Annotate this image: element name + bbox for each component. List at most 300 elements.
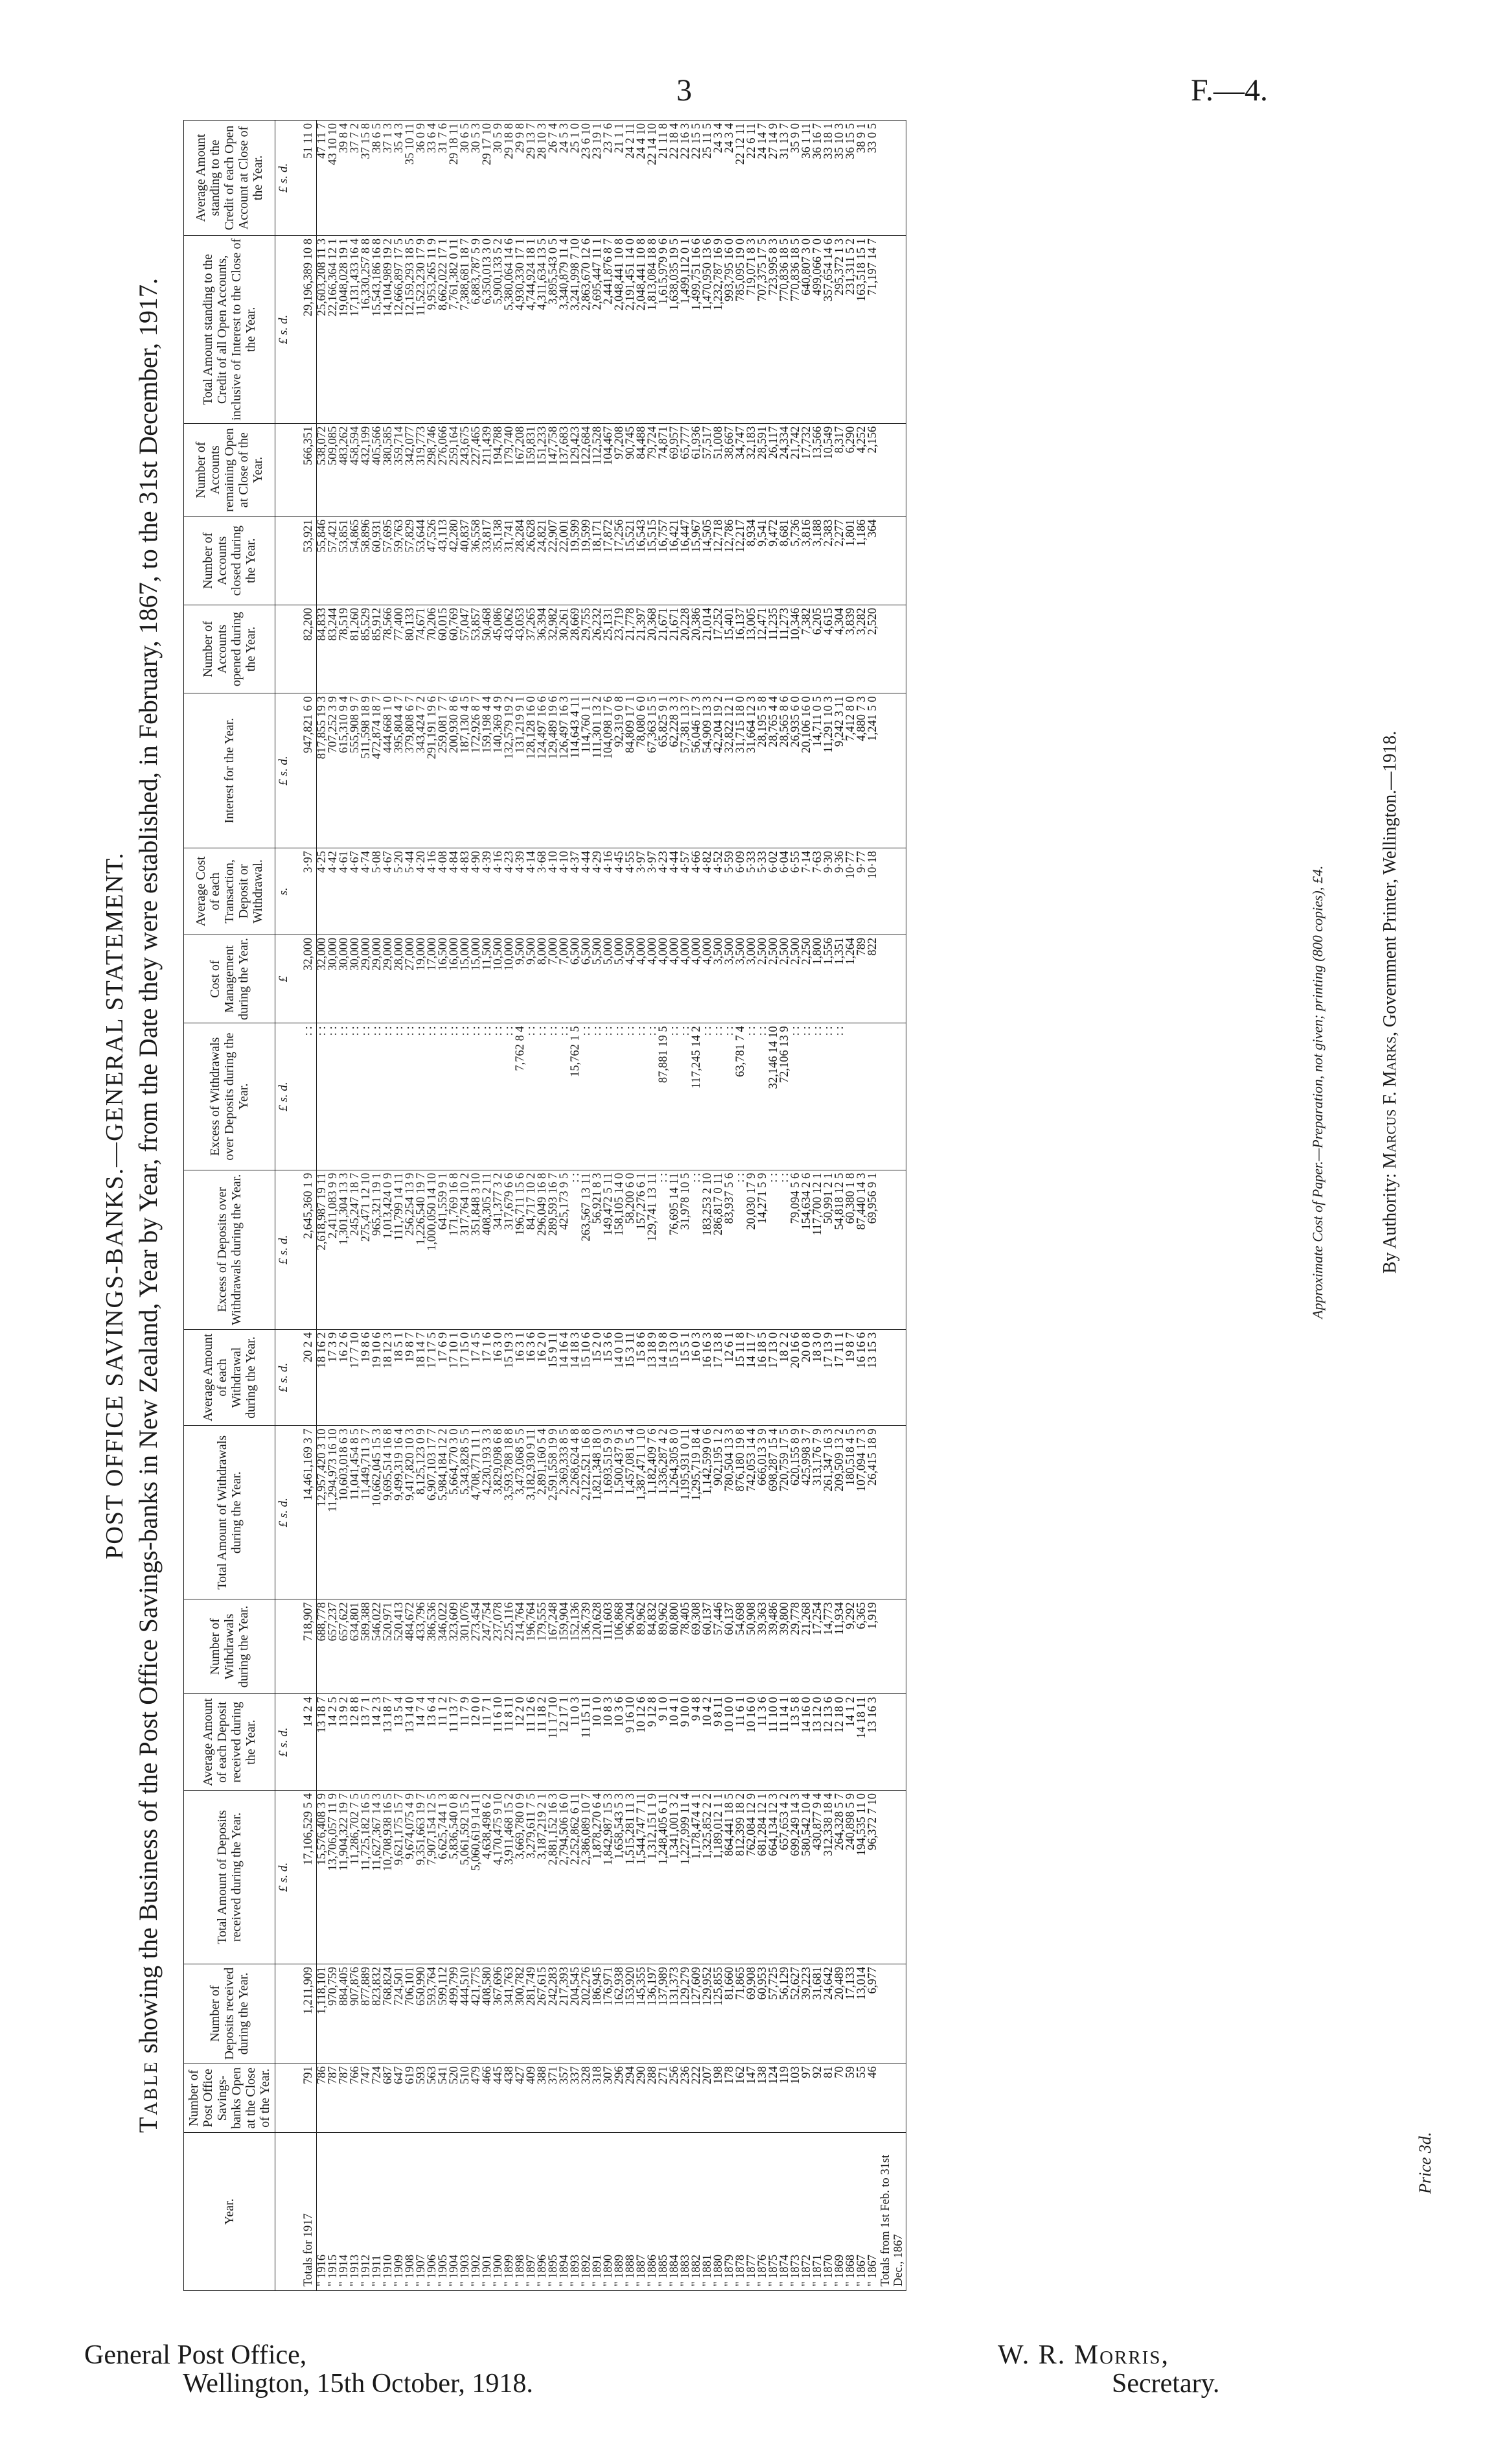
year-cell: " 1896 — [537, 2133, 548, 2291]
data-cell: 39,223 — [801, 1964, 812, 2063]
data-cell: 1,295,719 18 4 — [691, 1426, 702, 1599]
data-cell: : : — [383, 1023, 394, 1170]
data-cell: 17,256 — [614, 517, 625, 605]
year-cell: " 1890 — [603, 2133, 614, 2291]
data-cell: 13 18 7 — [383, 1694, 394, 1791]
data-cell: 9,417,820 10 3 — [405, 1426, 416, 1599]
data-cell: 593,764 — [427, 1964, 438, 2063]
data-cell: 4,708,771 11 1 — [471, 1426, 482, 1599]
data-cell: 30 5 3 — [471, 121, 482, 236]
data-cell: 4,000 — [669, 935, 680, 1023]
year-cell: Totals from 1st Feb. to 31st Dec., 1867 — [879, 2133, 906, 2291]
data-cell: 18,171 — [592, 517, 603, 605]
data-cell: 78,405 — [680, 1599, 691, 1694]
data-cell: 666,013 3 9 — [757, 1426, 768, 1599]
data-cell: 2,268,624 4 8 — [570, 1426, 581, 1599]
data-cell: : : — [449, 1023, 460, 1170]
data-cell: 7·63 — [812, 848, 823, 935]
data-cell: 10 16 0 — [746, 1694, 757, 1791]
data-cell: 7,412 8 0 — [846, 693, 857, 848]
data-cell: 4·55 — [625, 848, 636, 935]
unit-cell: £ s. d. — [275, 235, 292, 423]
data-cell: 5,343,828 5 5 — [460, 1426, 471, 1599]
data-cell: 32,822 12 1 — [724, 693, 735, 848]
unit-cell: s. — [275, 848, 292, 935]
data-cell: 657,237 — [328, 1599, 339, 1694]
data-cell: 24 5 3 — [559, 121, 570, 236]
data-cell: 566,351 — [291, 423, 317, 517]
data-cell: 520 — [449, 2063, 460, 2133]
data-cell: 84,488 — [636, 423, 647, 517]
unit-cell: £ s. d. — [275, 693, 292, 848]
data-cell: 256 — [669, 2063, 680, 2133]
data-cell: 17 1 6 — [482, 1329, 493, 1426]
data-cell: 1,312,151 1 9 — [647, 1790, 658, 1964]
data-cell: 787 — [339, 2063, 350, 2133]
data-cell: 1,226,540 19 7 — [416, 1170, 427, 1329]
data-cell: 9·36 — [834, 848, 846, 935]
data-cell: 4·66 — [691, 848, 702, 935]
data-cell: : : — [702, 1023, 713, 1170]
data-cell: 18 16 2 — [317, 1329, 328, 1426]
data-cell: 17 15 0 — [460, 1329, 471, 1426]
data-cell: 70 — [834, 2063, 846, 2133]
data-cell: 13 15 3 — [868, 1329, 879, 1426]
data-cell: 43,053 — [515, 605, 526, 693]
data-cell: 791 — [291, 2063, 317, 2133]
data-cell: 187,130 4 5 — [460, 693, 471, 848]
data-cell: 67,363 15 5 — [647, 693, 658, 848]
data-cell: 877,889 — [361, 1964, 372, 2063]
year-cell: " 1870 — [823, 2133, 834, 2291]
data-cell: 53,857 — [471, 605, 482, 693]
data-cell: 9,292 — [846, 1599, 857, 1694]
data-cell: 87,440 14 3 — [857, 1170, 868, 1329]
data-cell: 69,308 — [691, 1599, 702, 1694]
data-cell: 11 3 6 — [757, 1694, 768, 1791]
data-cell: 5,000 — [614, 935, 625, 1023]
data-cell: 5,836,540 0 8 — [449, 1790, 460, 1964]
data-cell: 16,757 — [658, 517, 669, 605]
data-cell: 1,195,931 0 11 — [680, 1426, 691, 1599]
data-cell: 209,509 13 2 — [834, 1426, 846, 1599]
data-cell: 5,664,770 3 0 — [449, 1426, 460, 1599]
data-cell — [868, 1023, 879, 1170]
data-cell: 72,106 13 9 — [779, 1023, 790, 1170]
data-cell: 39,800 — [779, 1599, 790, 1694]
data-cell: 367,696 — [493, 1964, 504, 2063]
sender-block — [84, 2341, 533, 2398]
data-cell: 787 — [328, 2063, 339, 2133]
data-cell: 444,668 1 0 — [383, 693, 394, 848]
data-cell: 3,669,780 0 9 — [515, 1790, 526, 1964]
data-cell: 69,908 — [746, 1964, 757, 2063]
column-header: Number of Accounts opened during the Year. — [184, 605, 275, 693]
data-cell: 619 — [405, 2063, 416, 2133]
data-cell: 30,000 — [350, 935, 361, 1023]
data-cell: 2,645,360 1 9 — [291, 1170, 317, 1329]
year-cell: " 1880 — [713, 2133, 724, 2291]
data-cell: 87,881 19 5 — [658, 1023, 669, 1170]
data-cell: 1,842,987 15 3 — [603, 1790, 614, 1964]
data-cell: 5·08 — [372, 848, 383, 935]
data-cell: 21,397 — [636, 605, 647, 693]
data-cell: 26 7 4 — [548, 121, 559, 236]
data-cell: 179,740 — [504, 423, 515, 517]
data-cell: 76,695 14 11 — [669, 1170, 680, 1329]
data-cell: 3·68 — [537, 848, 548, 935]
data-cell: 3,241,998 7 10 — [570, 235, 581, 423]
data-cell: 2,891,160 5 4 — [537, 1426, 548, 1599]
data-cell: 10 10 0 — [724, 1694, 735, 1791]
data-cell: 32,146 14 10 — [768, 1023, 779, 1170]
data-cell: 9 12 8 — [647, 1694, 658, 1791]
data-cell: 499,799 — [449, 1964, 460, 2063]
data-cell: : : — [493, 1023, 504, 1170]
data-cell: 271 — [658, 2063, 669, 2133]
data-cell: 290 — [636, 2063, 647, 2133]
data-cell — [879, 2063, 906, 2133]
data-cell: 520,413 — [394, 1599, 405, 1694]
data-cell: 8,317 — [834, 423, 846, 517]
column-header: Average Cost of each Transaction, Deposit or Withdrawal. — [184, 848, 275, 935]
data-cell: 13 5 4 — [394, 1694, 405, 1791]
data-cell: 79,724 — [647, 423, 658, 517]
data-cell: 699,249 14 3 — [790, 1790, 801, 1964]
data-cell: 31,664 12 3 — [746, 693, 757, 848]
unit-cell — [275, 2063, 292, 2133]
data-cell: 438 — [504, 2063, 515, 2133]
data-cell: 240,898 5 9 — [846, 1790, 857, 1964]
data-cell: 11 1 2 — [438, 1694, 449, 1791]
unit-cell: £ — [275, 935, 292, 1023]
data-cell: 171,769 16 8 — [449, 1170, 460, 1329]
data-cell: 5,380,064 14 6 — [504, 235, 515, 423]
data-cell: 300,782 — [515, 1964, 526, 2063]
data-cell: 430,877 9 4 — [812, 1790, 823, 1964]
data-cell: 84,809 17 1 — [625, 693, 636, 848]
year-cell: " 1908 — [405, 2133, 416, 2291]
data-cell: 17,872 — [603, 517, 614, 605]
data-cell: 79,094 5 6 — [790, 1170, 801, 1329]
data-cell: 1,387,471 1 10 — [636, 1426, 647, 1599]
data-cell: 4,000 — [647, 935, 658, 1023]
data-cell: 162 — [735, 2063, 746, 2133]
data-cell: 128,128 16 0 — [526, 693, 537, 848]
data-cell: 25,131 — [603, 605, 614, 693]
data-cell: 200,930 8 6 — [449, 693, 460, 848]
data-cell: 131,373 — [669, 1964, 680, 2063]
data-cell: : : — [680, 1023, 691, 1170]
data-cell: 25 11 5 — [702, 121, 713, 236]
unit-cell — [275, 517, 292, 605]
data-cell: 21,268 — [801, 1599, 812, 1694]
data-cell: 1,919 — [868, 1599, 879, 1694]
data-cell: 780,504 13 3 — [724, 1426, 735, 1599]
data-cell: 17,000 — [427, 935, 438, 1023]
data-cell: 15 9 11 — [548, 1329, 559, 1426]
data-cell: 15 2 0 — [592, 1329, 603, 1426]
data-cell: 2,500 — [790, 935, 801, 1023]
data-cell: 35 4 3 — [394, 121, 405, 236]
data-cell: 6,883,787 5 9 — [471, 235, 482, 423]
data-cell: 3,188 — [812, 517, 823, 605]
data-cell: 359,714 — [394, 423, 405, 517]
data-cell: 114,643 4 11 — [570, 693, 581, 848]
data-cell: 24,334 — [779, 423, 790, 517]
data-cell: 10,662,045 15 3 — [372, 1426, 383, 1599]
data-cell: 6·04 — [779, 848, 790, 935]
data-cell: 60,953 — [757, 1964, 768, 2063]
data-cell: 5·33 — [757, 848, 768, 935]
data-cell: 425,173 9 5 — [559, 1170, 570, 1329]
data-cell: 14,104,989 19 2 — [383, 235, 394, 423]
data-cell: 35 9 0 — [790, 121, 801, 236]
data-cell: 13 6 4 — [427, 1694, 438, 1791]
data-cell: 1,178,474 4 1 — [691, 1790, 702, 1964]
data-cell: 58,896 — [361, 517, 372, 605]
data-cell: : : — [658, 1170, 669, 1329]
data-cell: 14 18 3 — [570, 1329, 581, 1426]
unit-cell — [275, 423, 292, 517]
data-cell: 211,439 — [482, 423, 493, 517]
data-cell: 289,593 16 7 — [548, 1170, 559, 1329]
data-cell: 16 16 3 — [702, 1329, 713, 1426]
data-cell: 719,071 8 3 — [746, 235, 757, 423]
data-cell: 78,080 6 0 — [636, 693, 647, 848]
data-cell: 445 — [493, 2063, 504, 2133]
data-cell: 50,468 — [482, 605, 493, 693]
data-cell: 4·44 — [669, 848, 680, 935]
year-cell: " 1876 — [757, 2133, 768, 2291]
data-cell: 74,871 — [658, 423, 669, 517]
data-cell: 17,133 — [846, 1964, 857, 2063]
data-cell: 17 3 9 — [328, 1329, 339, 1426]
data-cell: 60,380 1 8 — [846, 1170, 857, 1329]
data-cell: 65,825 9 1 — [658, 693, 669, 848]
data-cell: 9,695,514 16 8 — [383, 1426, 394, 1599]
data-cell: 59,763 — [394, 517, 405, 605]
data-cell: 159,904 — [559, 1599, 570, 1694]
data-cell: 1,142,599 0 6 — [702, 1426, 713, 1599]
authority-line — [1380, 731, 1401, 1273]
data-cell: 11 17 10 — [548, 1694, 559, 1791]
data-cell: 24,642 — [823, 1964, 834, 2063]
data-cell: 5,000 — [603, 935, 614, 1023]
data-cell: 1,515,281 11 3 — [625, 1790, 636, 1964]
data-cell: : : — [504, 1023, 515, 1170]
data-cell: 770,836 18 5 — [779, 235, 790, 423]
data-cell: 7,907,154 12 5 — [427, 1790, 438, 1964]
column-header: Average Amount standing to the Credit of each Open Account at Close of the Year. — [184, 121, 275, 236]
data-cell: 24 3 4 — [724, 121, 735, 236]
data-cell: 2,520 — [868, 605, 879, 693]
data-cell: 2,277 — [834, 517, 846, 605]
data-cell: 245,247 18 7 — [350, 1170, 361, 1329]
document-code: F.—4. — [1191, 73, 1268, 108]
data-cell: 2,500 — [768, 935, 779, 1023]
data-cell: 236 — [680, 2063, 691, 2133]
data-cell: 20,368 — [647, 605, 658, 693]
data-cell: 176,971 — [603, 1964, 614, 2063]
year-cell: " 1916 — [317, 2133, 328, 2291]
data-cell: 16,447 — [680, 517, 691, 605]
savings-bank-table — [183, 120, 906, 2291]
data-cell: 4,000 — [636, 935, 647, 1023]
year-cell: " 1871 — [812, 2133, 823, 2291]
data-cell: 36,558 — [471, 517, 482, 605]
data-cell: 11 6 1 — [735, 1694, 746, 1791]
data-cell: 707,252 3 9 — [328, 693, 339, 848]
data-cell: 26,117 — [768, 423, 779, 517]
data-cell: : : — [757, 1023, 768, 1170]
data-cell: 14,271 5 9 — [757, 1170, 768, 1329]
data-cell: 634,801 — [350, 1599, 361, 1694]
data-cell: 2,881,152 16 3 — [548, 1790, 559, 1964]
year-cell: " 1894 — [559, 2133, 570, 2291]
data-cell: 4·29 — [592, 848, 603, 935]
data-cell: 27,000 — [405, 935, 416, 1023]
data-cell: : : — [328, 1023, 339, 1170]
data-cell: 1,186 — [857, 517, 868, 605]
year-cell: " 1887 — [636, 2133, 647, 2291]
data-cell: 4·16 — [427, 848, 438, 935]
data-cell: 707,375 17 5 — [757, 235, 768, 423]
unit-cell — [275, 605, 292, 693]
data-cell: 318 — [592, 2063, 603, 2133]
data-cell: 29 17 10 — [482, 121, 493, 236]
data-cell: 2,411,083 9 9 — [328, 1170, 339, 1329]
data-cell: 237,078 — [493, 1599, 504, 1694]
data-cell: 4·82 — [702, 848, 713, 935]
data-cell: 1,227,999 11 4 — [680, 1790, 691, 1964]
data-cell: 11,235 — [768, 605, 779, 693]
data-cell: 8,000 — [537, 935, 548, 1023]
data-cell: 19,599 — [570, 517, 581, 605]
data-cell: 9 10 0 — [680, 1694, 691, 1791]
data-cell: 36 15 5 — [846, 121, 857, 236]
data-cell: 14 7 4 — [416, 1694, 427, 1791]
data-cell: 57,725 — [768, 1964, 779, 2063]
data-cell: 129,279 — [680, 1964, 691, 2063]
data-cell: 21,014 — [702, 605, 713, 693]
data-cell: 510 — [460, 2063, 471, 2133]
data-cell: 1,499,751 16 6 — [691, 235, 702, 423]
data-cell: 4·37 — [570, 848, 581, 935]
data-cell: 159,831 — [526, 423, 537, 517]
data-cell: 4·20 — [416, 848, 427, 935]
data-cell: 24 14 7 — [757, 121, 768, 236]
data-cell: 13,706,057 11 9 — [328, 1790, 339, 1964]
data-cell: 3·97 — [291, 848, 317, 935]
data-cell: 42,280 — [449, 517, 460, 605]
data-cell: 11 13 7 — [449, 1694, 460, 1791]
data-cell: 35,138 — [493, 517, 504, 605]
data-cell: 13 9 2 — [339, 1694, 350, 1791]
data-cell: : : — [834, 1023, 846, 1170]
data-cell: 1,301,304 13 3 — [339, 1170, 350, 1329]
data-cell: 2,695,447 11 1 — [592, 235, 603, 423]
data-cell: 43,113 — [438, 517, 449, 605]
data-cell: 317,679 6 6 — [504, 1170, 515, 1329]
data-cell: 10 8 3 — [603, 1694, 614, 1791]
data-cell: 9·30 — [823, 848, 834, 935]
data-cell: 15,967 — [691, 517, 702, 605]
data-cell: 13,014 — [857, 1964, 868, 2063]
data-cell: 7,762 8 4 — [515, 1023, 526, 1170]
data-cell: 10,708,938 16 5 — [383, 1790, 394, 1964]
data-cell: 328 — [581, 2063, 592, 2133]
data-cell: 131,219 9 1 — [515, 693, 526, 848]
final-total-row — [879, 121, 906, 2291]
data-cell: 39,486 — [768, 1599, 779, 1694]
data-cell: 1,801 — [846, 517, 857, 605]
data-cell: 53,851 — [339, 517, 350, 605]
data-cell: 54,818 12 5 — [834, 1170, 846, 1329]
data-cell — [857, 1023, 868, 1170]
data-cell: 408,580 — [482, 1964, 493, 2063]
data-cell: 16,500 — [438, 935, 449, 1023]
data-cell: 1,615,979 9 6 — [658, 235, 669, 423]
data-cell: : : — [438, 1023, 449, 1170]
data-cell: 1,182,409 7 6 — [647, 1426, 658, 1599]
data-cell: 62,228 3 3 — [669, 693, 680, 848]
data-cell: 227,465 — [471, 423, 482, 517]
data-cell: 29,778 — [790, 1599, 801, 1694]
data-cell: : : — [581, 1023, 592, 1170]
data-cell: 18 2 2 — [779, 1329, 790, 1426]
data-cell: 57,517 — [702, 423, 713, 517]
data-cell: 4,880 7 3 — [857, 693, 868, 848]
data-cell: 341,377 3 2 — [493, 1170, 504, 1329]
data-cell: 204,545 — [570, 1964, 581, 2063]
data-cell: 28,565 8 6 — [779, 693, 790, 848]
data-cell: : : — [812, 1023, 823, 1170]
data-cell: 81 — [823, 2063, 834, 2133]
table-row — [868, 121, 879, 2291]
data-cell: 132,579 19 2 — [504, 693, 515, 848]
data-cell: 11,291 10 3 — [823, 693, 834, 848]
data-cell: 57,695 — [383, 517, 394, 605]
data-cell: 317,764 10 2 — [460, 1170, 471, 1329]
data-cell: 563 — [427, 2063, 438, 2133]
year-cell: " 1869 — [834, 2133, 846, 2291]
data-cell: 33 6 4 — [427, 121, 438, 236]
data-cell: 23 6 10 — [581, 121, 592, 236]
year-cell: " 1883 — [680, 2133, 691, 2291]
data-cell: 5·44 — [405, 848, 416, 935]
data-cell — [879, 1023, 906, 1170]
data-cell: 22 12 11 — [735, 121, 746, 236]
data-cell: 275,471 12 10 — [361, 1170, 372, 1329]
data-cell: : : — [427, 1023, 438, 1170]
column-header: Number of Accounts closed during the Year. — [184, 517, 275, 605]
data-cell: 11,523,230 17 9 — [416, 235, 427, 423]
data-cell: 15 5 1 — [680, 1329, 691, 1426]
year-cell: " 1874 — [779, 2133, 790, 2291]
data-cell: 380,585 — [383, 423, 394, 517]
data-cell: 409 — [526, 2063, 537, 2133]
data-cell: 54,909 13 3 — [702, 693, 713, 848]
data-cell: 97,208 — [614, 423, 625, 517]
data-cell: 30 5 9 — [493, 121, 504, 236]
data-cell: 5,500 — [592, 935, 603, 1023]
data-cell: 11 7 9 — [460, 1694, 471, 1791]
data-cell: 3,829,098 6 8 — [493, 1426, 504, 1599]
data-cell: 111,603 — [603, 1599, 614, 1694]
data-cell: 21,778 — [625, 605, 636, 693]
data-cell: 4,500 — [625, 935, 636, 1023]
